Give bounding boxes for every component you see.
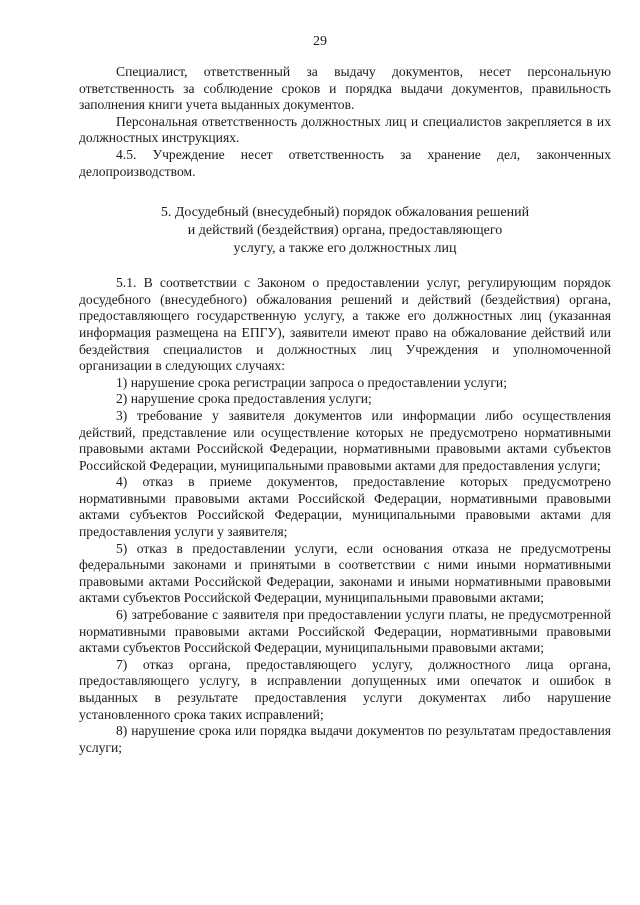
- paragraph-specialist-responsibility: Специалист, ответственный за выдачу документов, несет персональную ответственность за соблюдение сроков и порядка выдачи документов, правильность заполнения книги учета выданных документов.: [79, 64, 611, 113]
- page-number: 29: [313, 34, 327, 49]
- list-item: 3) требование у заявителя документов или информации либо осуществления действий, представление или осуществление которых не предусмотрено нормативными правовыми актами Российской Федерации, нормативными правовыми актами субъектов Российской Федерации, муниципальными правовыми актами для предоставления услуги;: [79, 407, 611, 473]
- section-heading-line-2: и действий (бездействия) органа, предоставляющего: [187, 223, 503, 239]
- section-heading: [79, 204, 611, 258]
- section-heading-line-1: 5. Досудебный (внесудебный) порядок обжалования решений: [160, 205, 530, 221]
- paragraph-4-5: 4.5. Учреждение несет ответственность за хранение дел, законченных делопроизводством.: [79, 146, 611, 179]
- paragraph-personal-responsibility: Персональная ответственность должностных лиц и специалистов закрепляется в их должностных инструкциях.: [79, 113, 611, 146]
- paragraph-5-1-intro: 5.1. В соответствии с Законом о предоставлении услуг, регулирующим порядок досудебного (внесудебного) обжалования решений и действий (бездействия) органа, предоставляющего государственную услугу, а также его должностных лиц (указанная информация размещена на ЕПГУ), заявители имеют право на обжалование действий или бездействия специалистов и должностных лиц Учреждения и уполномоченной организации в следующих случаях:: [79, 275, 611, 374]
- list-item: 4) отказ в приеме документов, предоставление которых предусмотрено нормативными правовыми актами Российской Федерации, нормативными правовыми актами субъектов Российской Федерации, муниципальными правовыми актами для предоставления услуги у заявителя;: [79, 474, 611, 540]
- page-content: [79, 64, 611, 756]
- list-item: 1) нарушение срока регистрации запроса о предоставлении услуги;: [116, 374, 507, 390]
- list-item: 6) затребование с заявителя при предоставлении услуги платы, не предусмотренной нормативными правовыми актами Российской Федерации, нормативными правовыми актами субъектов Российской Федерации, муниципальными правовыми актами;: [79, 607, 611, 656]
- list-item: 2) нарушение срока предоставления услуги;: [116, 391, 372, 407]
- list-item: 8) нарушение срока или порядка выдачи документов по результатам предоставления услуги;: [79, 723, 611, 755]
- section-heading-line-3: услугу, а также его должностных лиц: [233, 241, 457, 257]
- list-item: 5) отказ в предоставлении услуги, если основания отказа не предусмотрены федеральными законами и принятыми в соответствии с ними иными нормативными правовыми актами Российской Федерации, законами и иными нормативными правовыми актами субъектов Российской Федерации, муниципальными правовыми актами;: [79, 540, 611, 606]
- list-item: 7) отказ органа, предоставляющего услугу, должностного лица органа, предоставляющего услугу, в исправлении допущенных ими опечаток и ошибок в выданных в результате предоставления услуги документах либо нарушение установленного срока таких исправлений;: [79, 656, 611, 722]
